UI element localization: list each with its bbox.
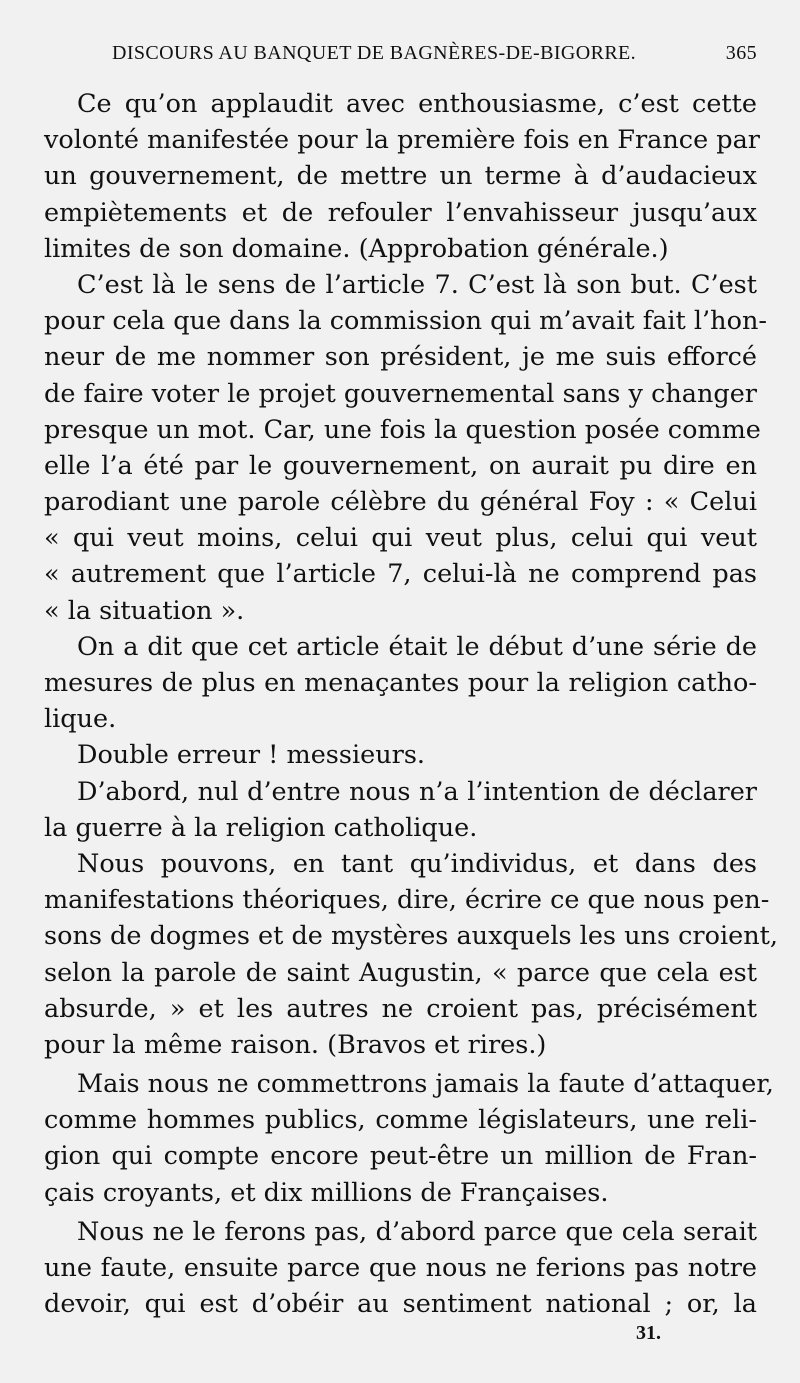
text-line: la guerre à la religion catholique.: [44, 812, 478, 843]
text-line: un gouvernement, de mettre un terme à d’audacieux: [44, 161, 757, 192]
text-line: pour la même raison. (Bravos et rires.): [44, 1029, 547, 1060]
text-line: neur de me nommer son président, je me suis efforcé: [44, 342, 757, 373]
text-line: Nous pouvons, en tant qu’individus, et dans des: [77, 848, 757, 879]
text-line: Ce qu’on applaudit avec enthousiasme, c’est cette: [77, 89, 757, 119]
text-line: selon la parole de saint Augustin, « parce que cela est: [44, 957, 757, 988]
page-number: 365: [725, 42, 757, 64]
running-head: [112, 42, 757, 72]
signature-mark: 31.: [636, 1322, 661, 1344]
text-line: sons de dogmes et de mystères auxquels les uns croient,: [44, 921, 778, 952]
text-line: gion qui compte encore peut-être un million de Fran-: [44, 1141, 757, 1172]
text-line: de faire voter le projet gouvernemental sans y changer: [44, 378, 757, 409]
text-line: parodiant une parole célèbre du général Foy : « Celui: [44, 487, 757, 518]
text-line: presque un mot. Car, une fois la question posée comme: [44, 414, 761, 445]
text-line: D’abord, nul d’entre nous n’a l’intention de déclarer: [77, 776, 757, 807]
text-line: « autrement que l’article 7, celui-là ne comprend pas: [44, 559, 757, 590]
text-line: Mais nous ne commettrons jamais la faute d’attaquer,: [77, 1069, 774, 1100]
text-line: empiètements et de refouler l’envahisseur jusqu’aux: [44, 197, 757, 228]
text-line: elle l’a été par le gouvernement, on aurait pu dire en: [44, 450, 757, 481]
text-line: manifestations théoriques, dire, écrire ce que nous pen-: [44, 885, 770, 916]
text-line: çais croyants, et dix millions de Françaises.: [44, 1177, 609, 1208]
text-line: absurde, » et les autres ne croient pas, précisément: [44, 993, 757, 1024]
running-title: DISCOURS AU BANQUET DE BAGNÈRES-DE-BIGORRE.: [112, 42, 637, 64]
text-line: « la situation ».: [44, 595, 245, 626]
text-line: pour cela que dans la commission qui m’avait fait l’hon-: [44, 306, 767, 337]
text-line: devoir, qui est d’obéir au sentiment national ; or, la: [44, 1289, 757, 1320]
text-line: « qui veut moins, celui qui veut plus, celui qui veut: [44, 523, 757, 554]
text-line: lique.: [44, 704, 117, 735]
text-line: volonté manifestée pour la première fois en France par: [44, 125, 760, 156]
text-line: comme hommes publics, comme législateurs, une reli-: [44, 1105, 757, 1136]
text-line: mesures de plus en menaçantes pour la religion catho-: [44, 668, 757, 698]
text-line: C’est là le sens de l’article 7. C’est là son but. C’est: [77, 269, 757, 300]
text-line: Nous ne le ferons pas, d’abord parce que cela serait: [77, 1216, 757, 1247]
body-text: [44, 86, 778, 1322]
text-line: Double erreur ! messieurs.: [77, 740, 426, 771]
text-line: On a dit que cet article était le début d’une série de: [77, 631, 757, 662]
text-line: limites de son domaine. (Approbation générale.): [44, 233, 669, 264]
text-line: une faute, ensuite parce que nous ne ferions pas notre: [44, 1253, 757, 1283]
